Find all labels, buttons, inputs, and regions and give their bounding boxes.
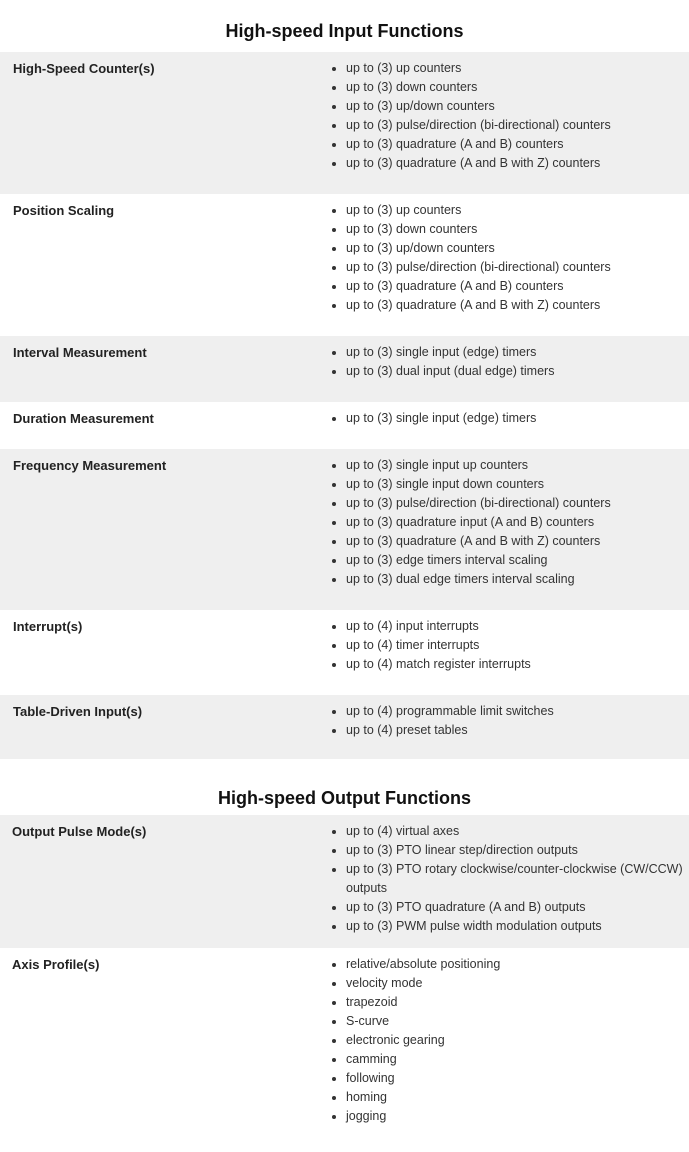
bullet-item: • up to (4) preset tables [346,721,689,740]
spec-row-items [316,449,689,610]
bullet-list [316,702,689,740]
spec-row-items [316,52,689,194]
bullet-item: • up to (3) PWM pulse width modulation outputs [346,917,689,936]
spec-row-items [316,695,689,759]
spec-row-items [316,610,689,695]
bullet-item: • up to (3) up/down counters [346,97,689,116]
spec-row-items [316,815,689,948]
bullet-item: • up to (3) up counters [346,201,689,220]
bullet-item: • up to (3) pulse/direction (bi-directional) counters [346,258,689,277]
spec-row-label: Output Pulse Mode(s) [0,815,316,948]
bullet-item: • trapezoid [346,993,689,1012]
bullet-item: • homing [346,1088,689,1107]
bullet-item: • up to (4) match register interrupts [346,655,689,674]
bullet-item: • up to (3) dual input (dual edge) timers [346,362,689,381]
bullet-item: • up to (3) quadrature (A and B with Z) counters [346,532,689,551]
spec-row-label: Frequency Measurement [0,449,316,610]
bullet-item: • velocity mode [346,974,689,993]
bullet-item: • up to (3) up counters [346,59,689,78]
spec-row [0,194,689,336]
bullet-item: • up to (3) up/down counters [346,239,689,258]
input-functions-table [0,52,689,759]
bullet-item: • up to (3) single input (edge) timers [346,343,689,362]
input-functions-title: High-speed Input Functions [225,21,464,41]
bullet-item: • up to (3) single input up counters [346,456,689,475]
bullet-item: • up to (4) timer interrupts [346,636,689,655]
bullet-item: • up to (3) pulse/direction (bi-directional) counters [346,116,689,135]
spec-row-label: Table-Driven Input(s) [0,695,316,759]
spec-row-items [316,194,689,336]
bullet-list [316,456,689,589]
bullet-item: • up to (4) virtual axes [346,822,689,841]
bullet-item: • electronic gearing [346,1031,689,1050]
spec-row [0,336,689,402]
bullet-item: • up to (3) PTO rotary clockwise/counter-clockwise (CW/CCW) outputs [346,860,689,898]
bullet-item: • up to (3) quadrature input (A and B) counters [346,513,689,532]
bullet-list [316,343,689,381]
bullet-item: • up to (3) PTO quadrature (A and B) outputs [346,898,689,917]
spec-row-label: Interval Measurement [0,336,316,402]
spec-row-items [316,336,689,402]
spec-row-label: Axis Profile(s) [12,957,100,972]
bullet-list [316,617,689,674]
spec-row [0,52,689,194]
bullet-item: • up to (4) programmable limit switches [346,702,689,721]
bullet-item: • up to (3) quadrature (A and B) counters [346,135,689,154]
bullet-item: • up to (3) down counters [346,220,689,239]
spec-row-items [316,402,689,449]
bullet-item: • following [346,1069,689,1088]
bullet-item: • camming [346,1050,689,1069]
spec-row [0,815,689,948]
bullet-item: • up to (3) PTO linear step/direction outputs [346,841,689,860]
bullet-item: • relative/absolute positioning [346,955,689,974]
bullet-list [316,201,689,315]
spec-row [0,402,689,449]
bullet-item: • up to (3) pulse/direction (bi-directional) counters [346,494,689,513]
spec-row [0,610,689,695]
spec-row-label: High-Speed Counter(s) [0,52,316,194]
bullet-list [316,409,689,428]
spec-row [0,449,689,610]
spec-row-items [316,948,689,1138]
bullet-item: • up to (3) down counters [346,78,689,97]
bullet-item: • S-curve [346,1012,689,1031]
bullet-list [316,822,689,936]
bullet-item: • up to (3) quadrature (A and B with Z) counters [346,296,689,315]
bullet-item: • up to (3) single input down counters [346,475,689,494]
bullet-item: • up to (3) edge timers interval scaling [346,551,689,570]
spec-row [0,695,689,759]
output-functions-table [0,815,689,1138]
output-functions-title: High-speed Output Functions [218,788,471,808]
spec-row-label: Position Scaling [13,203,115,218]
bullet-item: • up to (3) quadrature (A and B) counters [346,277,689,296]
spec-row [0,948,689,1138]
spec-row-label: Duration Measurement [13,411,154,426]
bullet-item: • jogging [346,1107,689,1126]
bullet-list [316,59,689,173]
bullet-item: • up to (3) quadrature (A and B with Z) counters [346,154,689,173]
bullet-item: • up to (4) input interrupts [346,617,689,636]
bullet-list [316,955,689,1126]
bullet-item: • up to (3) single input (edge) timers [346,409,689,428]
spec-row-label: Interrupt(s) [13,619,83,634]
bullet-item: • up to (3) dual edge timers interval scaling [346,570,689,589]
